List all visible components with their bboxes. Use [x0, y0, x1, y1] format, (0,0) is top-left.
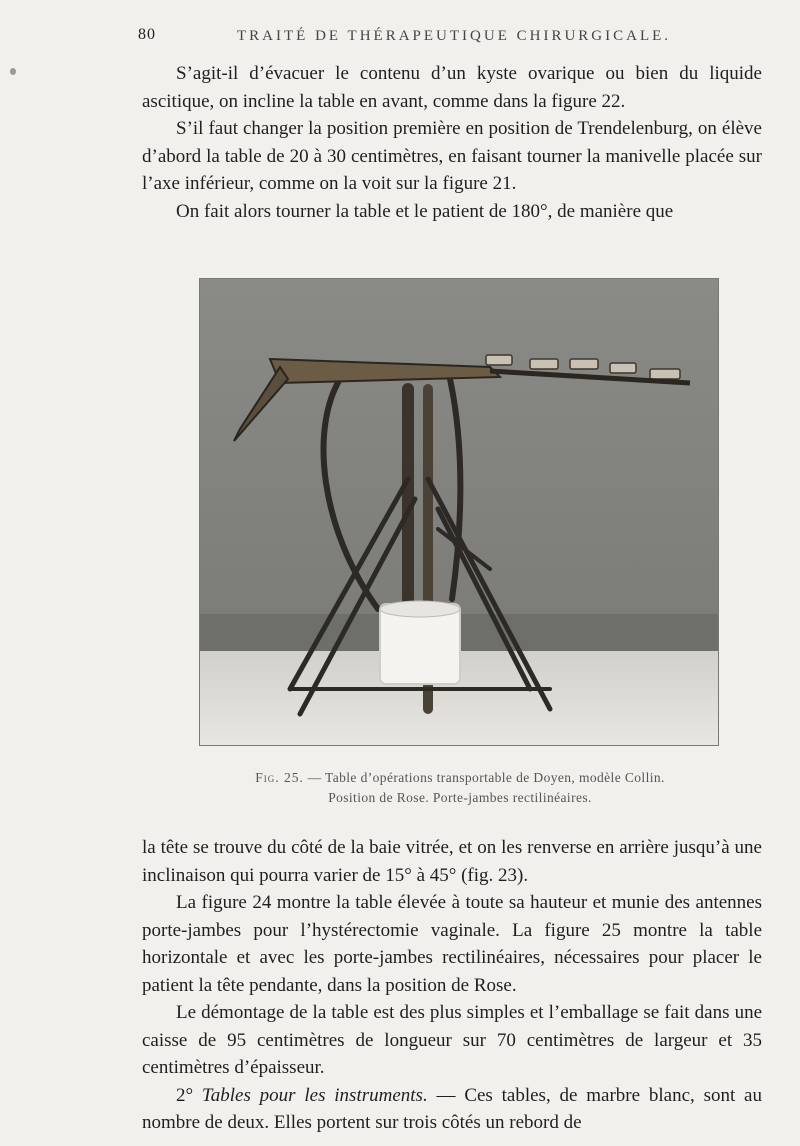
operating-table-illustration	[200, 279, 718, 745]
body-text-bottom	[142, 834, 762, 1137]
paragraph: la tête se trouve du côté de la baie vitrée, et on les renverse en arrière jusqu’à une inclinaison qui pourra varier de 15° à 45° (fig. 23).	[142, 837, 762, 886]
paragraph	[142, 1082, 762, 1137]
figure-label: Fig. 25.	[255, 770, 304, 785]
running-title: TRAITÉ DE THÉRAPEUTIQUE CHIRURGICALE.	[237, 28, 672, 44]
paragraph: Le démontage de la table est des plus simples et l’emballage se fait dans une caisse de 95 centimètres de longueur sur 70 centimètres de largeur et 35 centimètres d’épaisseur.	[142, 1002, 762, 1078]
page-header	[0, 26, 800, 48]
paragraph-text: — Ces tables, de marbre blanc, sont au nombre de deux. Elles portent sur trois côtés un rebord de	[142, 1084, 762, 1133]
paragraph: S’il faut changer la position première en position de Trendelenburg, on élève d’abord la table de 20 à 30 centimètres, en faisant tourner la manivelle placée sur l’axe inférieur, comme on la voit sur la figure 21.	[142, 118, 762, 194]
caption-line-2: Position de Rose. Porte-jambes rectilinéaires.	[328, 790, 592, 805]
figure-photograph	[199, 278, 719, 746]
paragraph: La figure 24 montre la table élevée à toute sa hauteur et munie des antennes porte-jambes pour l’hystérectomie vaginale. La figure 25 montre la table horizontale et avec les porte-jambes rectilinéaires, nécessaires pour placer le patient la tête pendante, dans la position de Rose.	[142, 892, 762, 996]
caption-line-1: — Table d’opérations transportable de Doyen, modèle Collin.	[303, 770, 665, 785]
section-title: Tables pour les instruments.	[201, 1084, 428, 1106]
paragraph: S’agit-il d’évacuer le contenu d’un kyste ovarique ou bien du liquide ascitique, on incline la table en avant, comme dans la figure 22.	[142, 63, 762, 112]
page-number: 80	[138, 26, 156, 43]
figure-caption	[210, 768, 710, 808]
margin-mark	[10, 68, 16, 75]
section-number: 2°	[176, 1084, 202, 1106]
paragraph: On fait alors tourner la table et le patient de 180°, de manière que	[176, 200, 674, 222]
body-text-top	[142, 60, 762, 225]
